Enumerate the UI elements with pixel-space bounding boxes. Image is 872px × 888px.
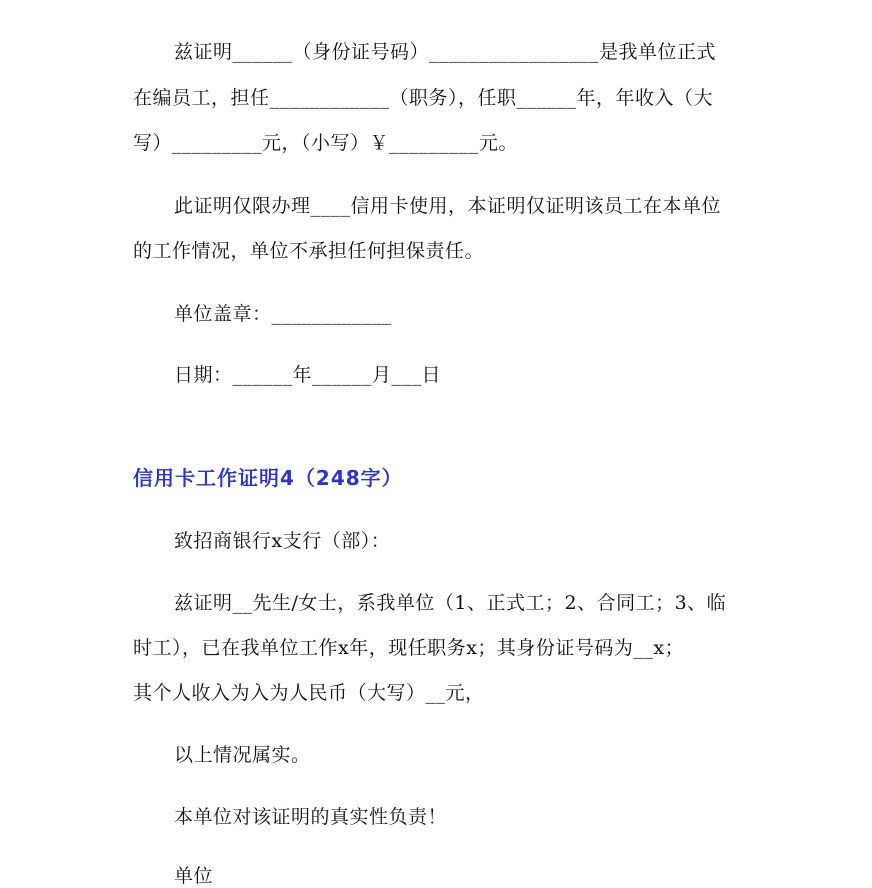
paragraph-line: 写）_________元，（小写）￥_________元。 — [133, 132, 519, 154]
fact-line: 以上情况属实。 — [174, 744, 311, 766]
cutoff-line: 单位 — [174, 865, 214, 887]
date-line: 日期：______年______月___日 — [174, 364, 442, 386]
addressee-line: 致招商银行x支行（部）： — [174, 530, 391, 552]
paragraph-line: 在编员工，担任____________（职务），任职______年，年收入（大 — [133, 87, 714, 109]
paragraph-line: 的工作情况，单位不承担任何担保责任。 — [133, 240, 485, 262]
seal-line: 单位盖章：____________ — [174, 303, 392, 325]
paragraph-line: 兹证明__先生/女士，系我单位（1、正式工；2、合同工；3、临 — [174, 592, 727, 614]
responsibility-line: 本单位对该证明的真实性负责！ — [174, 806, 448, 828]
paragraph-line: 此证明仅限办理____信用卡使用，本证明仅证明该员工在本单位 — [174, 195, 722, 217]
paragraph-line: 其个人收入为入为人民币（大写）__元， — [133, 682, 485, 704]
paragraph-line: 兹证明______（身份证号码）_________________是我单位正式 — [174, 41, 717, 63]
section-heading: 信用卡工作证明4（248字） — [133, 466, 403, 490]
paragraph-line: 时工），已在我单位工作x年，现任职务x；其身份证号码为__x； — [133, 637, 685, 659]
